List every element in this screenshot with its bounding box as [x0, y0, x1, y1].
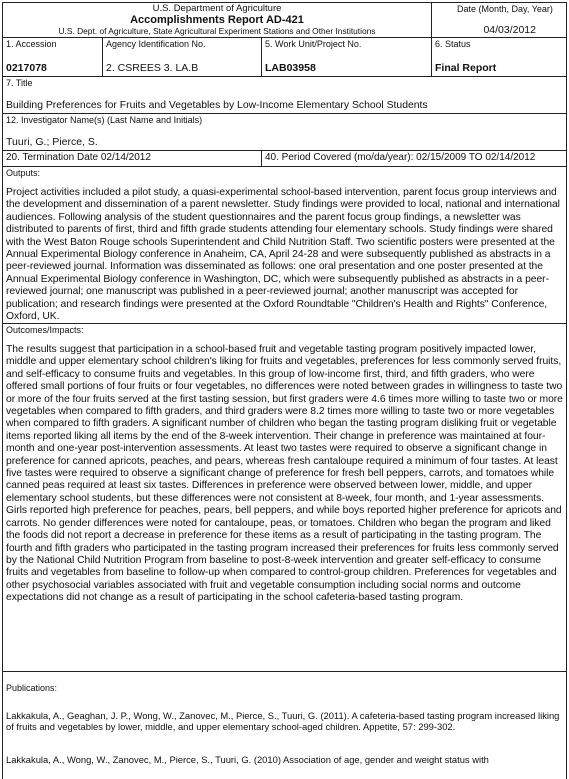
department-name: U.S. Department of Agriculture — [152, 3, 282, 14]
dates-row — [2, 151, 567, 167]
report-title: Accomplishments Report AD-421 — [130, 14, 304, 26]
work-unit-label: 5. Work Unit/Project No. — [265, 39, 362, 49]
status-label: 6. Status — [435, 39, 471, 49]
investigators-label: 12. Investigator Name(s) (Last Name and Initials) — [6, 115, 203, 125]
date-value: 04/03/2012 — [483, 24, 536, 36]
investigators-row — [2, 114, 567, 151]
report-header — [2, 2, 567, 38]
outputs-label: Outputs: — [6, 168, 41, 178]
report-heading — [3, 3, 431, 37]
publications-section — [2, 672, 567, 779]
status-value: Final Report — [435, 62, 497, 74]
outputs-text: Project activities included a pilot study, a quasi-experimental school-based intervention, parent focus group interviews and the development and dissemination of a parent newsletter. Study findings were provided to local, national and international audiences. Following analysis of the student questionnaires and the parent focus group findings, a newsletter was distributed to parents of first, third and fifth grade students attending four elementary schools. Study findings were shared with the West Baton Rouge schools Superintendent and Child Nutrition Staff. Two scientific posters were presented at the Annual Experimental Biology conference in Anaheim, CA, April 24-28 and were subsequently published as abstracts in a peer-reviewed journal. Information was disseminated as follows: one oral presentation and one poster presented at the Annual Experimental Biology conference in Washington, DC, which were subsequently published as abstracts in a peer-reviewed journal; one manuscript was published in a peer-reviewed journal; another manuscript was accepted for publication; and research findings were presented at the Oxford Roundtable "Children's Health and Rights" Conference, Oxford, UK. — [6, 187, 560, 323]
outcomes-label: Outcomes/Impacts: — [6, 325, 84, 335]
report-date-cell — [431, 3, 566, 37]
title-label: 7. Title — [6, 78, 33, 88]
agency-label: Agency Identification No. — [106, 39, 206, 49]
outcomes-section — [2, 324, 567, 672]
work-unit-value: LAB03958 — [265, 62, 316, 74]
agency-cell — [102, 38, 261, 76]
accession-row — [2, 38, 567, 77]
agency-value: 2. CSREES 3. LA.B — [106, 62, 199, 74]
outputs-section — [2, 167, 567, 324]
accession-cell — [3, 38, 102, 76]
period-covered: 40. Period Covered (mo/da/year): 02/15/2009 TO 02/14/2012 — [261, 151, 566, 166]
publication-item: Lakkakula, A., Geaghan, J. P., Wong, W., Zanovec, M., Pierce, S., Tuuri, G. (2011). A cafeteria-based tasting program increased liking of fruits and vegetables by lower, middle, and upper elementary school-aged children. Appetite, 57: 299-302. — [6, 710, 560, 732]
outcomes-text: The results suggest that participation in a school-based fruit and vegetable tasting program positively impacted lower, middle and upper elementary school children's liking for fruits and vegetables, preferences for less commonly served fruits, and self-efficacy to consume fruits and vegetables. In this group of low-income first, third, and fifth graders, who were offered small portions of four fruits or four vegetables, no differences were noted between grades in willingness to taste two or more of the four fruits served at the first tasting session, but first graders were 4.6 times more willing to taste two or more vegetables when compared to fifth graders, and third graders were 8.2 times more willing to taste two or more vegetables when compared to fifth graders. A significant number of children who began the tasting program disliking fruit or vegetable items reported liking all items by the end of the 8-week intervention. Their change in preference was maintained at four-month and one-year post-intervention assessments. At least two tastes were required to observe a significant change in preference for canned apricots, peaches, and pears, whereas fresh cantaloupe required a minimum of four tastes. At least five tastes were required to observe a significant change of preference for fresh bell peppers, carrots, and tomatoes while canned peas required at least six tastes. Differences in preference were observed between lower, middle, and upper elementary school students, but these differences were not consistent at 8-week, four month, and 1-year assessments. Girls reported high preference for peaches, pears, bell peppers, and while boys reported higher preference for apricots and carrots. No gender differences were noted for cantaloupe, peas, or tomatoes. Children who began the program and liked the foods did not report a decrease in preference for these items as a result of participating in the tasting program. The fourth and fifth graders who participated in the tasting program increased their preferences for fruits less commonly served by the National Child Nutrition Program from baseline to post-8-week intervention and greater self-efficacy to consume fruits and vegetables from baseline to follow-up when compared to control-group children. Preferences for vegetables and other psychosocial variables associated with fruit and vegetable consumption including social norms and outcome expectations did not change as a result of participating in the school cafeteria-based tasting program. — [6, 344, 563, 604]
accession-label: 1. Accession — [6, 39, 57, 49]
termination-date: 20. Termination Date 02/14/2012 — [6, 152, 151, 163]
work-unit-cell — [261, 38, 431, 76]
date-label: Date (Month, Day, Year) — [457, 4, 553, 14]
title-value: Building Preferences for Fruits and Vegetables by Low-Income Elementary School Students — [6, 100, 428, 111]
publications-label: Publications: — [6, 683, 58, 693]
report-subtitle: U.S. Dept. of Agriculture, State Agricultural Experiment Stations and Other Institutions — [58, 26, 376, 36]
accession-value: 0217078 — [6, 62, 47, 74]
publication-item: Lakkakula, A., Wong, W., Zanovec, M., Pierce, S., Tuuri, G. (2010) Association of age, gender and weight status with — [6, 754, 489, 765]
status-cell — [431, 38, 566, 76]
title-row — [2, 77, 567, 114]
investigators-value: Tuuri, G.; Pierce, S. — [6, 136, 98, 148]
